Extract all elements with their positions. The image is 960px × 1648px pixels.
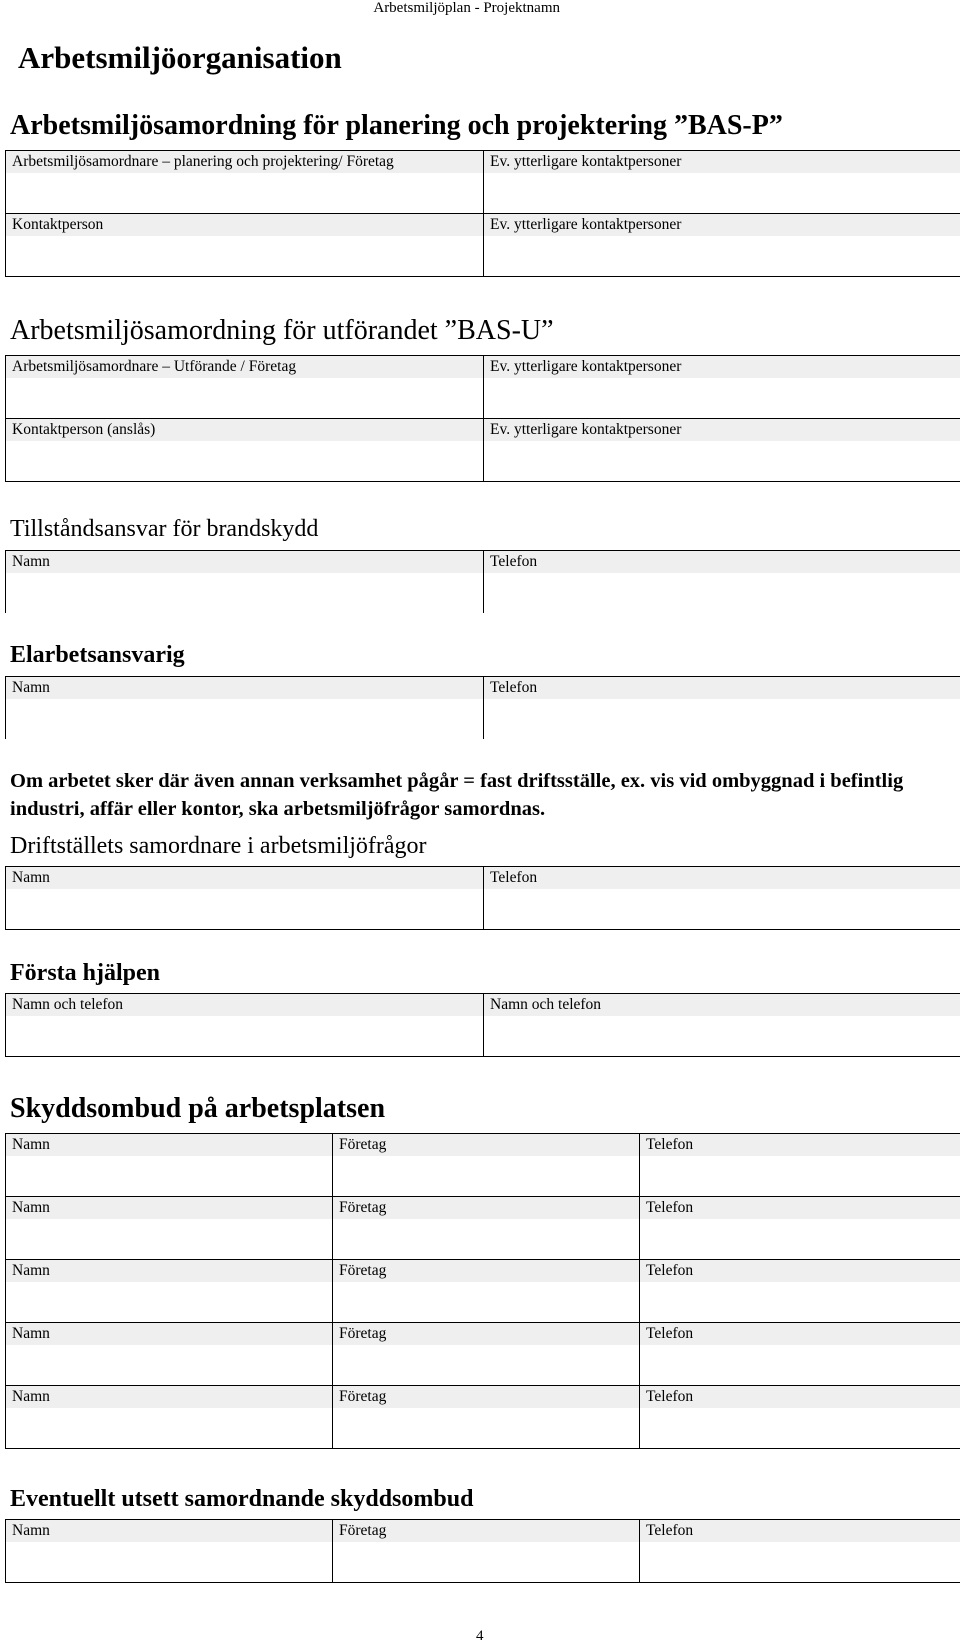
table-row: [6, 1520, 960, 1583]
field-label: Telefon: [640, 1520, 960, 1542]
table-row: [6, 1260, 960, 1323]
form-field[interactable]: [484, 551, 960, 614]
section-heading-elarbete: Elarbetsansvarig: [10, 642, 185, 668]
field-label: Ev. ytterligare kontaktpersoner: [484, 214, 960, 236]
field-label: Namn: [6, 1260, 332, 1282]
field-label: Namn: [6, 1323, 332, 1345]
form-field[interactable]: [6, 867, 484, 930]
field-label: Kontaktperson (anslås): [6, 419, 483, 441]
utsett-skyddsombud-table: [5, 1519, 960, 1583]
elarbete-table: [5, 676, 960, 739]
brandskydd-table: [5, 550, 960, 613]
table-row: [6, 356, 960, 419]
form-field[interactable]: [6, 551, 484, 614]
field-label: Företag: [333, 1260, 639, 1282]
field-label: Telefon: [640, 1134, 960, 1156]
field-label: Namn: [6, 1520, 332, 1542]
driftstalle-note: Om arbetet sker där även annan verksamhet pågår = fast driftsställe, ex. vis vid ombyggnad i befintlig industri, affär eller kontor, ska arbetsmiljöfrågor samordnas.: [10, 770, 904, 820]
table-row: [6, 994, 960, 1057]
field-label: Telefon: [640, 1386, 960, 1408]
form-field[interactable]: [484, 151, 960, 214]
field-label: Namn: [6, 677, 483, 699]
field-label: Arbetsmiljösamordnare – Utförande / Företag: [6, 356, 483, 378]
driftstalle-table: [5, 866, 960, 930]
section-heading-bas-p: Arbetsmiljösamordning för planering och projektering ”BAS-P”: [10, 110, 783, 141]
form-field[interactable]: [484, 677, 960, 740]
form-field[interactable]: [6, 1323, 333, 1386]
field-label: Ev. ytterligare kontaktpersoner: [484, 356, 960, 378]
form-field[interactable]: [333, 1323, 640, 1386]
field-label: Telefon: [484, 677, 960, 699]
form-field[interactable]: [333, 1520, 640, 1583]
field-label: Telefon: [484, 867, 960, 889]
skyddsombud-table: [5, 1133, 960, 1449]
field-label: Namn: [6, 867, 483, 889]
field-label: Telefon: [640, 1323, 960, 1345]
form-field[interactable]: [640, 1323, 960, 1386]
table-row: [6, 1197, 960, 1260]
field-label: Namn: [6, 551, 483, 573]
field-label: Företag: [333, 1323, 639, 1345]
page-title: Arbetsmiljöorganisation: [18, 40, 342, 75]
field-label: Telefon: [484, 551, 960, 573]
bas-p-table: [5, 150, 960, 277]
form-field[interactable]: [640, 1386, 960, 1449]
form-field[interactable]: [484, 356, 960, 419]
field-label: Namn: [6, 1134, 332, 1156]
field-label: Företag: [333, 1134, 639, 1156]
field-label: Namn och telefon: [484, 994, 960, 1016]
section-heading-forsta-hjalpen: Första hjälpen: [10, 960, 160, 986]
form-field[interactable]: [6, 1197, 333, 1260]
section-heading-utsett-skyddsombud: Eventuellt utsett samordnande skyddsombud: [10, 1486, 474, 1512]
form-field[interactable]: [333, 1197, 640, 1260]
form-field[interactable]: [6, 214, 484, 277]
section-heading-brandskydd: Tillståndsansvar för brandskydd: [10, 516, 319, 542]
form-field[interactable]: [6, 419, 484, 482]
field-label: Namn: [6, 1197, 332, 1219]
table-row: [6, 551, 960, 614]
field-label: Namn och telefon: [6, 994, 483, 1016]
page-number: 4: [476, 1628, 484, 1644]
form-field[interactable]: [6, 1134, 333, 1197]
table-row: [6, 1134, 960, 1197]
form-field[interactable]: [484, 867, 960, 930]
table-row: [6, 419, 960, 482]
field-label: Telefon: [640, 1260, 960, 1282]
table-row: [6, 151, 960, 214]
form-field[interactable]: [6, 1520, 333, 1583]
section-heading-skyddsombud: Skyddsombud på arbetsplatsen: [10, 1093, 386, 1124]
form-field[interactable]: [640, 1134, 960, 1197]
field-label: Företag: [333, 1520, 639, 1542]
form-field[interactable]: [484, 419, 960, 482]
field-label: Namn: [6, 1386, 332, 1408]
section-heading-bas-u: Arbetsmiljösamordning för utförandet ”BAS-U”: [10, 315, 554, 346]
form-field[interactable]: [6, 994, 484, 1057]
field-label: Företag: [333, 1197, 639, 1219]
form-field[interactable]: [333, 1260, 640, 1323]
form-field[interactable]: [333, 1134, 640, 1197]
field-label: Telefon: [640, 1197, 960, 1219]
form-field[interactable]: [640, 1197, 960, 1260]
form-field[interactable]: [6, 1260, 333, 1323]
running-header: Arbetsmiljöplan - Projektnamn: [373, 0, 560, 16]
form-field[interactable]: [6, 1386, 333, 1449]
field-label: Arbetsmiljösamordnare – planering och projektering/ Företag: [6, 151, 483, 173]
field-label: Kontaktperson: [6, 214, 483, 236]
table-row: [6, 1323, 960, 1386]
form-field[interactable]: [484, 214, 960, 277]
table-row: [6, 1386, 960, 1449]
form-field[interactable]: [640, 1260, 960, 1323]
field-label: Företag: [333, 1386, 639, 1408]
table-row: [6, 677, 960, 740]
field-label: Ev. ytterligare kontaktpersoner: [484, 151, 960, 173]
form-field[interactable]: [640, 1520, 960, 1583]
form-field[interactable]: [6, 677, 484, 740]
forsta-hjalpen-table: [5, 993, 960, 1057]
table-row: [6, 867, 960, 930]
form-field[interactable]: [333, 1386, 640, 1449]
field-label: Ev. ytterligare kontaktpersoner: [484, 419, 960, 441]
form-field[interactable]: [484, 994, 960, 1057]
table-row: [6, 214, 960, 277]
section-heading-driftstalle: Driftställets samordnare i arbetsmiljöfrågor: [10, 833, 427, 859]
form-field[interactable]: [6, 151, 484, 214]
form-field[interactable]: [6, 356, 484, 419]
bas-u-table: [5, 355, 960, 482]
